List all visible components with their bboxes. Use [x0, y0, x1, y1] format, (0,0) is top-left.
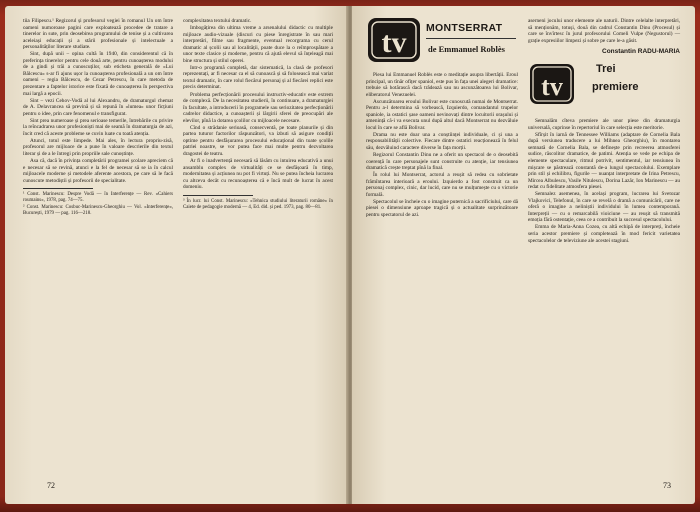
paragraph: Semnalez asemenea, în același program, lucrarea lui Svetozar Vlajkovici, Telefonul, în care se revelă o dramă a comunicării, care ne oferă o imagine a neliniștii individului în lumea contemporană. Interpreții — cu o remarcabilă vioiciune — au reușit să transmită emoția fără ostentație, ceea ce a contribuit la succesul spectacolului.	[528, 191, 680, 224]
paragraph: Asa că, dacă în privința completării programei școlare apreciem că e necesar să se revină, atunci e la fel de necesar să se ia în calcul mijloacele moderne și metodele aferente acestora, pe care să le facă cunoscute metodiștii și profesorii de specialitate.	[23, 157, 173, 184]
page-number: 72	[47, 481, 55, 490]
left-page	[5, 6, 348, 504]
right-page-column-1	[366, 72, 518, 219]
right-page-column-2	[528, 18, 680, 245]
paragraph: Cînd o strădanie serioasă, consecventă, pe toate planurile și din partea tuturor factorilor răspunzători, va izbuti să asigure condiții optime pentru desfășurarea procesului educațional din toate școlile patriei noastre, se vor putea face mai multe pentru dezvoltarea dragostei de teatru.	[183, 124, 333, 157]
paragraph: Ascunzătoarea eroului Bolivar este cunoscută numai de Montserrat. Pentru a-l determina să vorbească, Izquierdo, comandantul trupelor spaniole, ia ostatici șase oameni nevinovați dintre locuitorii orașului și amenință că-i va executa unul după altul dacă Montserrat nu dezvăluie locul în care se află Bolivar.	[366, 98, 518, 131]
title-rule	[426, 38, 516, 39]
review-subtitle: premiere	[592, 81, 639, 94]
footnote-rule	[183, 195, 253, 196]
paragraph: Sfîrșit în iarnă de Tennessee Williams (adaptare de Cornelia Bala după versiunea traducere a lui Mihnea Gheorghiu), în montarea semnată de Cornelia Bala, se definește prin recreerea atmosferei sudice, răscolitor dramatice, de patimi. Atenția se vede pe echipa de elemente spectaculare, ritmul potrivit, sentimentul, iar tensiunea în mișcare se păstrează constantă de-a lungul spectacolului. Exemplare prin stil și echilibru, figurile — nuanțat interpretate de Irina Petrescu, Mircea Albulescu, Vasile Nitulescu, Dorina Lazăr, Ion Marinescu — au redat cu fidelitate atmosfera piesei.	[528, 131, 680, 191]
tv-logo-icon	[366, 16, 422, 64]
footnote: ² Const. Marinescu: Cosbuc-Marinescu-Gheorghiu — Vol. «Interferențe», București, 1979 — pag. 116—218.	[23, 204, 173, 216]
paragraph: Atunci, totul este limpede. Mai ales, în lectura propriu-zisă, profesorul are mijloace de a pune în valoare descrierile din textul literar și de a le întregi prin propriile sale cunoștințe.	[23, 137, 173, 157]
left-page-column-2	[183, 18, 333, 211]
paragraph: Intr-o programă completă, dar sistematică, la clasă de profesori reprezentați, ar fi necesar ca el să cunoască și să folosească mai variat textul dramatic, în care rolul fiecărui personaj și al fiecărei replici este precis determinat.	[183, 64, 333, 91]
paragraph: Drama nu este doar una a conștiinței individuale, ci și una a responsabilității colective. Fiecare dintre ostatici reacționează în felul său, dezvăluind caractere diverse în fața morții.	[366, 131, 518, 152]
footnote-rule	[23, 188, 93, 189]
second-review-header	[528, 60, 680, 118]
paragraph: Sint, după unii – opina cultă în 1940, din considerentul că în preferința tinerelor pentru cele două arte, pentru cunoașterea modului de a gindi și trăi a cunoscuților, sub eticheta generală de «Lui Bălcescu» s-ar fi ajuns ușor la cunoașterea profesională a un om între oameni – regia Bălcescu, de Cezar Petrescu, în care metoda de prezentare a faptelor istorice este fixată de cunoașterea în perspectiva mai largă a epocii.	[23, 51, 173, 97]
paragraph: Spectacolul se încheie cu o imagine puternică a sacrificiului, care dă piesei o dimensiune aproape tragică și o actualitate surprinzătoare pentru spectatorul de azi.	[366, 198, 518, 218]
paragraph: Imbogățirea din ultima vreme a arsenalului didactic cu multiple mijloace audio-vizuale (discuri cu piese înregistrate în sau mari interpretări, filme sau fragmente, eventual recorgrama cu cerul dramatic al școlii sau al localității, poate duce la o reîmprospătare a unor texte clasice și moderne, pentru că ajută elevul să înțeleagă mai bine structura și stilul operei.	[183, 25, 333, 64]
page-number: 73	[663, 481, 671, 490]
paragraph: Sint prea numeroase și prea serioase temerile, întrebările cu privire la reîncadrarea unor profesioniști mai de seamă în dramaturgia de azi, încit cred că aceste probleme se cuvin luate cu toată atenția.	[23, 117, 173, 137]
paragraph: În rolul lui Montserrat, actorul a reușit să redea cu sobrietate frămîntarea interioară a eroului. Izquierdo a fost construit ca un personaj complex, cinic, dar lucid, care nu se mulțumește cu o victorie formală.	[366, 172, 518, 198]
paragraph: Problema perfecționării procesului instructiv-educativ este extrem de complexă. De la necesitatea studierii, în continuare, a dramaturgiei în facultate, a introducerii în programele sau seriozitatea perfecționării cadrelor didactice, a cunoașterii și lărgirii sferei de preocupări ale elevilor, pînă la dotarea școlilor cu mijloacele necesare.	[183, 91, 333, 124]
tv-badge-text: tv	[381, 26, 407, 59]
paragraph: Sint – vezi Cehov-Vodă al lui Alexandru, de dramaturgul chemat de A. Delavrancea să prevină și să repună în «lumea» unor ficțiuni pentru o idee, prin care fenomenul e transfigurat.	[23, 97, 173, 117]
signature: Constantin RADU-MARIA	[602, 48, 680, 56]
paragraph: Ar fi o inadvertență necesară să lăsăm cu intuirea educativă a unui ansamblu complex de virtualități ce se desfășoară în timp, modernitatea și acțiunea nu pot fi virtuți. Nu se putea încheia lucrarea cu altceva decât cu recunoașterea că e încă mult de lucrat în acest domeniu.	[183, 157, 333, 191]
tv-badge-text: tv	[541, 72, 563, 102]
paragraph: Semnalăm cîteva premiere ale unor piese din dramaturgia universală, cuprinse în repertoriul în care selecția este meritorie.	[528, 118, 680, 131]
paragraph: Emma de Maria-Anna Cozea, cu altă echipă de interpreți, încheie seria acestor premiere și completează în mod fericit varietatea spectacolelor de televiziune ale acestei stagiuni.	[528, 224, 680, 244]
footnote: ³ În lucr. lui Const. Marinescu: «Tehnica studiului literaturii române» în Caiete de pedagogie modernă — 4, Ed. did. și ped. 1973, pag. 80—81.	[183, 198, 333, 210]
left-page-column-1	[23, 18, 173, 217]
paragraph: Regizorul Constantin Dinu ne a oferit un spectacol de o deosebită coerență în care personajele sunt construite cu atenție, iar tensiunea dramatică crește treptat pînă la final.	[366, 152, 518, 172]
review-title: Trei	[596, 63, 616, 76]
footnote: ¹ Const. Marinescu: Despre Vodă — în Interferențe — Rev. «Cahiers roumains», 1978, pag. 74—75.	[23, 192, 173, 204]
paragraph: complexitatea textului dramatic.	[183, 18, 252, 24]
paragraph: aserneni jocului unor elemente ale naturii. Dintre celelalte interpretări, să menționăm, totuși, două din cadrul Constantin Dinu (Procesul) și care se învîrtesc în jurul profesorului Comeli Vulpe (Negustorul) — grație expresiilor limpezi și sobre pe care le-a găsit.	[528, 18, 680, 44]
review-title: MONTSERRAT	[426, 22, 503, 34]
paragraph: tiia Filipescu.¹ Regizorul și profesorul vegiei în romanul Un om între oameni numoroase pagini care exploatează procedee de tratare a tinerelor in sute, prin deosebirea programului de tenise și a cultivarea aceleiași educații și a stării profesionale și intelectuale a personalităților literare studiate.	[23, 18, 173, 51]
right-page	[352, 6, 695, 504]
paragraph: Piesa lui Emmanuel Roblès este o meditație asupra libertății. Eroul principal, un tînăr ofițer spaniol, este pus în fața unei alegeri dramatice: trebuie să hotărască dacă trădează sau nu ascunzătoarea lui Bolivar, eliberatorul Venezuelei.	[366, 72, 518, 98]
tv-logo-icon	[528, 62, 576, 106]
review-author: de Emmanuel Roblès	[428, 44, 505, 54]
